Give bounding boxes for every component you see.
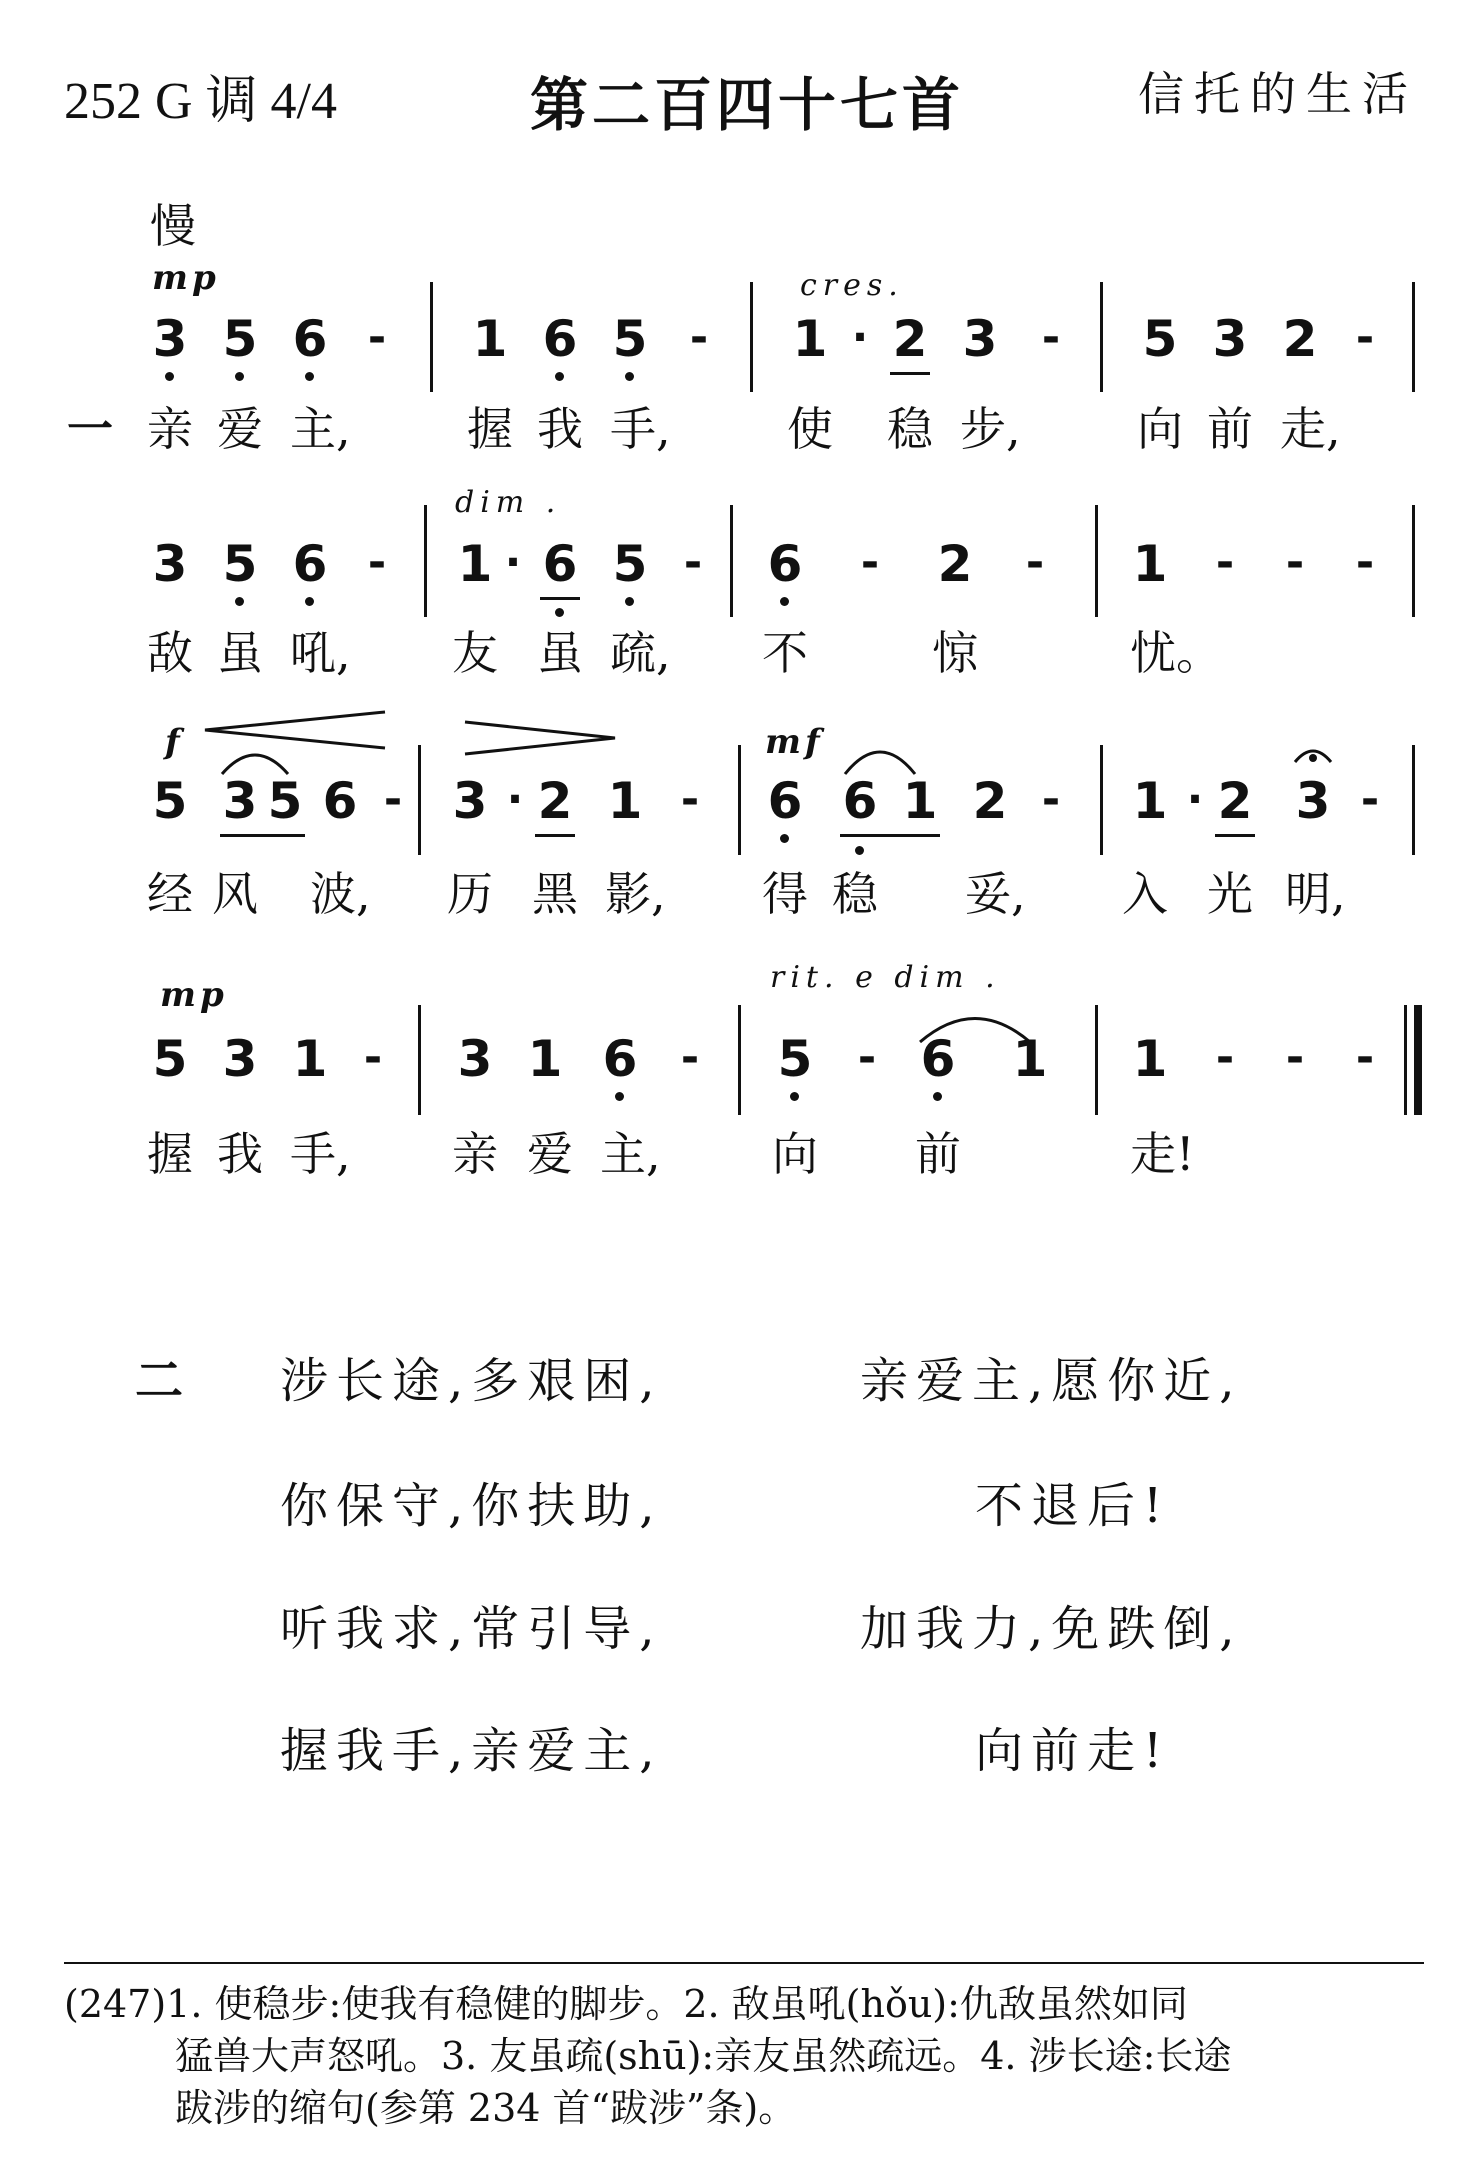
verse2-line-4a: 握我手,亲爱主, (280, 1723, 663, 1779)
lyric: 不 (762, 626, 808, 680)
dash: - (680, 1032, 700, 1083)
dash: - (1285, 537, 1305, 588)
note: 6 (920, 1030, 956, 1088)
lyric: 经 (147, 867, 193, 921)
lyric: 敌 (147, 626, 193, 680)
dot-mark: · (1186, 774, 1204, 825)
note: 6 (542, 535, 578, 593)
note: 5 (777, 1030, 813, 1088)
dash: - (367, 537, 387, 588)
note: 1 (792, 310, 828, 368)
dash: - (363, 1032, 383, 1083)
note: 3 (222, 772, 258, 830)
note: 2 (537, 772, 573, 830)
note: 3 (1295, 772, 1331, 830)
lyric: 明, (1285, 867, 1346, 921)
final-barline (1414, 1005, 1422, 1115)
lyric: 入 (1122, 867, 1168, 921)
tempo-mark: 慢 (150, 199, 196, 253)
note: 6 (292, 310, 328, 368)
lyric: 亲 (452, 1127, 498, 1181)
dash: - (857, 1032, 877, 1083)
crescendo-hairpin (205, 712, 385, 748)
note: 6 (542, 310, 578, 368)
lyric: 稳 (887, 402, 933, 456)
lyric: 吼, (290, 626, 351, 680)
verse2-line-2b: 不退后! (975, 1478, 1171, 1534)
lyric: 亲 (147, 402, 193, 456)
lyric: 向 (1137, 402, 1183, 456)
dash: - (1355, 1032, 1375, 1083)
note: 3 (452, 772, 488, 830)
lyric: 风 (212, 867, 258, 921)
dash: - (1041, 312, 1061, 363)
hymn-category: 信托的生活 (1138, 67, 1418, 121)
note: 5 (267, 772, 303, 830)
dash: - (689, 312, 709, 363)
lyric: 使 (787, 402, 833, 456)
verse2-line-3a: 听我求,常引导, (280, 1601, 663, 1657)
note: 1 (1132, 1030, 1168, 1088)
lyric: 走, (1280, 402, 1341, 456)
note: 3 (457, 1030, 493, 1088)
note: 3 (962, 310, 998, 368)
note: 3 (152, 535, 188, 593)
lyric: 主, (290, 402, 351, 456)
dash: - (1360, 774, 1380, 825)
lyric: 忧。 (1130, 626, 1222, 680)
dot-mark: · (851, 312, 869, 363)
note: 1 (292, 1030, 328, 1088)
dynamic-mp-2: mp (160, 975, 228, 1015)
lyric: 爱 (527, 1127, 573, 1181)
note: 6 (842, 772, 878, 830)
note: 6 (767, 772, 803, 830)
dot-mark: · (504, 537, 522, 588)
note: 3 (222, 1030, 258, 1088)
dynamic-dim: dim . (455, 485, 562, 520)
note: 5 (222, 535, 258, 593)
note: 5 (1142, 310, 1178, 368)
note: 2 (937, 535, 973, 593)
note: 1 (527, 1030, 563, 1088)
dot-mark: · (506, 774, 524, 825)
lyric: 步, (960, 402, 1021, 456)
lyric: 前 (915, 1127, 961, 1181)
footnote-line-2: 猛兽大声怒吼。3. 友虽疏(shū):亲友虽然疏远。4. 涉长途:长途 (175, 2034, 1232, 2078)
dash: - (367, 312, 387, 363)
note: 2 (1282, 310, 1318, 368)
dash: - (680, 774, 700, 825)
slur (845, 752, 915, 774)
lyric: 虽 (217, 626, 263, 680)
lyric: 我 (217, 1127, 263, 1181)
lyric: 我 (537, 402, 583, 456)
verse-label-1: 一 (67, 402, 113, 456)
lyric: 手, (290, 1127, 351, 1181)
lyric: 得 (762, 867, 808, 921)
note: 3 (152, 310, 188, 368)
verse2-line-1b: 亲爱主,愿你近, (860, 1353, 1243, 1409)
lyric: 影, (605, 867, 666, 921)
note: 2 (892, 310, 928, 368)
note: 5 (612, 310, 648, 368)
dynamic-f: f (165, 722, 184, 762)
note: 1 (472, 310, 508, 368)
dash: - (860, 537, 880, 588)
lyric: 波, (310, 867, 371, 921)
note: 6 (767, 535, 803, 593)
note: 1 (1012, 1030, 1048, 1088)
lyric: 虽 (537, 626, 583, 680)
lyric: 握 (467, 402, 513, 456)
dash: - (1285, 1032, 1305, 1083)
dash: - (1025, 537, 1045, 588)
hymn-number-key: 252 G 调 4/4 (64, 73, 338, 130)
note: 5 (152, 1030, 188, 1088)
dash: - (383, 774, 403, 825)
note: 6 (602, 1030, 638, 1088)
verse2-line-2a: 你保守,你扶助, (280, 1478, 663, 1534)
dynamic-mp: mp (152, 258, 220, 298)
lyric: 友 (452, 626, 498, 680)
note: 2 (972, 772, 1008, 830)
dynamic-cres: cres. (800, 268, 904, 303)
lyric: 向 (772, 1127, 818, 1181)
lyric: 妥, (965, 867, 1026, 921)
hymn-title: 第二百四十七首 (530, 71, 965, 139)
footnote-line-1: (247)1. 使稳步:使我有稳健的脚步。2. 敌虽吼(hǒu):仇敌虽然如同 (64, 1982, 1188, 2026)
footnote-line-3: 跋涉的缩句(参第 234 首“跋涉”条)。 (175, 2086, 797, 2130)
verse2-line-1a: 涉长途,多艰困, (280, 1353, 663, 1409)
dash: - (1041, 774, 1061, 825)
note: 1 (902, 772, 938, 830)
dash: - (1215, 1032, 1235, 1083)
lyric: 握 (147, 1127, 193, 1181)
lyric: 历 (447, 867, 493, 921)
note: 6 (292, 535, 328, 593)
note: 6 (322, 772, 358, 830)
lyric: 前 (1207, 402, 1253, 456)
note: 1 (457, 535, 493, 593)
dash: - (683, 537, 703, 588)
lyric: 主, (600, 1127, 661, 1181)
note: 3 (1212, 310, 1248, 368)
lyric: 走! (1130, 1127, 1195, 1181)
note: 1 (1132, 772, 1168, 830)
lyric: 稳 (832, 867, 878, 921)
note: 5 (152, 772, 188, 830)
lyric: 疏, (610, 626, 671, 680)
lyric: 惊 (932, 626, 978, 680)
dynamic-mf: mf (765, 722, 824, 762)
decrescendo-hairpin (465, 722, 615, 754)
dynamic-rit-dim: rit. e dim . (770, 960, 1001, 995)
verse2-line-3b: 加我力,免跌倒, (860, 1601, 1243, 1657)
dash: - (1355, 537, 1375, 588)
lyric: 手, (610, 402, 671, 456)
note: 5 (222, 310, 258, 368)
note: 5 (612, 535, 648, 593)
verse-label-2: 二 (135, 1353, 192, 1409)
note: 1 (1132, 535, 1168, 593)
lyric: 光 (1207, 867, 1253, 921)
verse2-line-4b: 向前走! (975, 1723, 1171, 1779)
lyric: 爱 (217, 402, 263, 456)
dash: - (1355, 312, 1375, 363)
note: 2 (1217, 772, 1253, 830)
note: 1 (607, 772, 643, 830)
lyric: 黑 (532, 867, 578, 921)
dash: - (1215, 537, 1235, 588)
footnote-rule (64, 1962, 1424, 1964)
